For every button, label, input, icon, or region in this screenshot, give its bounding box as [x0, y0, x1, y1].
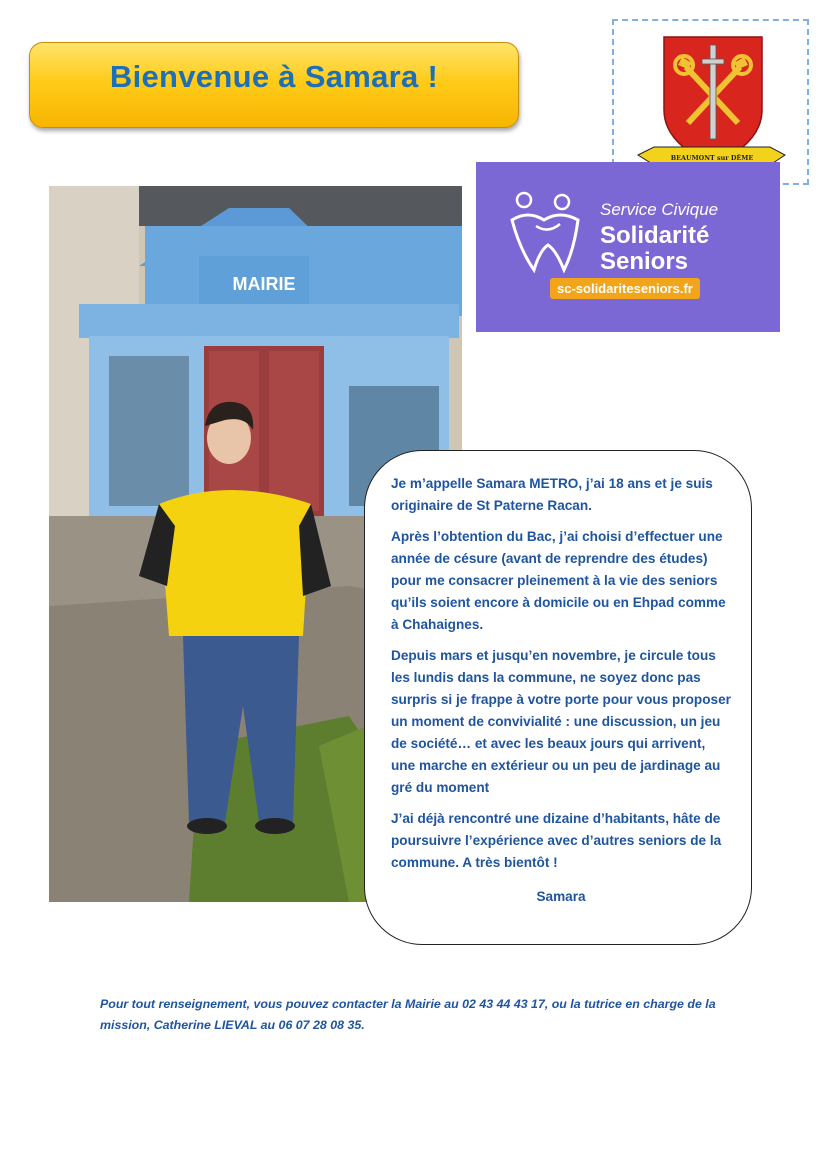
contact-footer: Pour tout renseignement, vous pouvez contacter la Mairie au 02 43 44 43 17, ou la tutrice en charge de la mission, Catherine LIEVAL au 06 07 28 08 35.	[100, 997, 716, 1032]
mairie-sign: MAIRIE	[232, 274, 296, 294]
letter-paragraph: J’ai déjà rencontré une dizaine d’habitants, hâte de poursuivre l’expérience avec d’autres seniors de la commune. A très bientôt !	[391, 811, 722, 870]
logo-line-seniors: Seniors	[600, 248, 689, 275]
logo-url: sc-solidariteseniors.fr	[550, 278, 700, 299]
page-title: Bienvenue à Samara !	[109, 59, 439, 94]
figures-icon	[508, 190, 586, 280]
coat-of-arms-frame	[612, 19, 809, 185]
letter-paragraph: Après l’obtention du Bac, j’ai choisi d’effectuer une année de césure (avant de reprendre des études) pour me consacrer pleinement à la vie des seniors qu’ils soient encore à domicile ou en Ehpad comme à Chahaignes.	[391, 529, 726, 632]
logo-line-solidarite: Solidarité	[600, 222, 710, 249]
service-civique-logo	[476, 162, 780, 332]
letter-signature: Samara	[536, 889, 586, 904]
title-banner	[29, 42, 519, 128]
coat-of-arms-icon	[634, 25, 789, 183]
crest-motto: BEAUMONT sur DÊME	[670, 154, 754, 162]
letter-text-box	[364, 450, 752, 945]
letter-paragraph: Depuis mars et jusqu’en novembre, je circule tous les lundis dans la commune, ne soyez donc pas surpris si je frappe à votre porte pour vous proposer un moment de convivialité : une discussion, un jeu de société… et avec les beaux jours qui arrivent, une marche en extérieur ou un peu de jardinage au gré du moment	[391, 648, 731, 795]
letter-paragraph: Je m’appelle Samara METRO, j’ai 18 ans et je suis originaire de St Paterne Racan.	[391, 476, 713, 513]
logo-line-service-civique: Service Civique	[600, 200, 719, 219]
